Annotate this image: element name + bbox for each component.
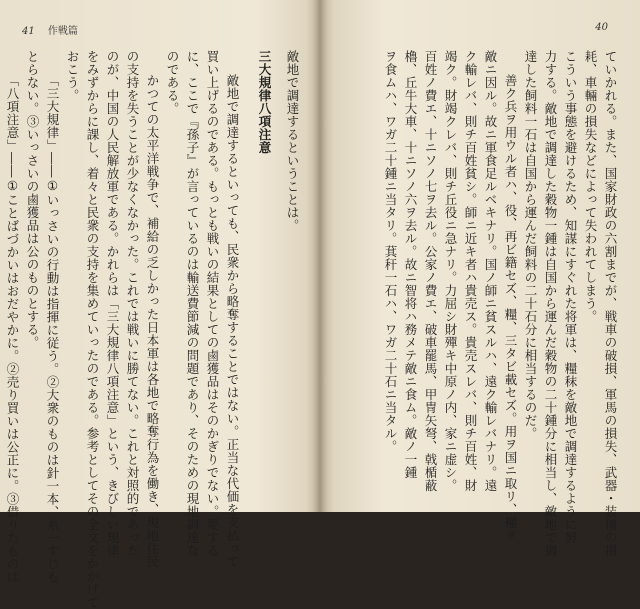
page-number-right: 40 [595,22,608,33]
text-line: 敵地で調達するといっても、民衆から略奪することではない。正当な代価を支払って [225,74,240,568]
classical-text-line: 善ク兵ヲ用ウル者ハ、役、再ビ籍セズ、糧、三タビ載セズ。用ヲ国ニ取リ、糧ヲ [503,74,518,542]
page-number-left: 41 [22,26,35,37]
classical-text-line: ヲ食ムハ、ワガ二十鍾ニ当タリ。萁秆一石ハ、ワガ二十石ニ当タル。 [383,50,398,453]
text-line: 「八項注意」――①ことばづかいはおだやかに。②売り買いは公正に。③借りたものは [5,74,20,584]
classical-text-line: 竭ク。財竭クレバ、則チ丘役ニ急ナリ。力屈シ財殫キ中原ノ内、家ニ虚シ。 [443,50,458,492]
text-line: 達した飼料一石は自国から運んだ飼料の二十石分に相当するのだ。 [523,50,538,440]
text-line: 耗、車輛の損失などによって失われてしまう。 [583,50,598,323]
text-line: 敵地で調達するということは。 [285,50,300,232]
text-line: 力する。敵地で調達した穀物一鍾は自国から運んだ穀物の二十鍾分に相当し、敵地で調 [543,50,558,557]
text-line: に、ここで『孫子』が言っているのは輸送費節減の問題であり、そのための現地調達な [185,50,200,557]
left-page-header [22,22,78,37]
text-line: おこう。 [65,50,80,102]
text-line: 「三大規律」――①いっさいの行動は指揮に従う。②大衆のものは針一本、糸一すじも [45,74,60,584]
classical-text-line: 百姓ノ費エ、十ニソノ七ヲ去ル。公家ノ費エ、破車罷馬、甲冑矢弩、戟楯蔽 [423,50,438,492]
right-page-header [595,22,618,33]
text-line: のである。 [165,50,180,115]
text-line: をみずからに課し、着々と民衆の支持を集めていったのである。参考としてその全文をかかげて [85,50,100,609]
classical-text-line: 櫓、丘牛大車、十ニソノ六ヲ去ル。故ニ智将ハ務メテ敵ニ食ム。敵ノ一鍾 [403,50,418,479]
text-line: こういう事態を避けるため、知謀にすぐれた将軍は、糧秣を敵地で調達するように努 [563,50,578,544]
left-page [0,0,318,609]
text-line: のが、中国の人民解放軍である。かれらは「三大規律八項注意」という、きびしい規律 [105,50,120,557]
running-title: 作戦篇 [47,26,78,37]
section-heading: 三大規律八項注意 [257,50,272,154]
right-page [322,0,640,557]
left-page-body [5,50,302,609]
text-line: の支持を失うことが少なくなかった。これでは戦いに勝てない。これと対照的であった [125,50,140,557]
classical-text-line: ク輸レバ、則チ百姓貧シ。師ニ近キ者ハ貴売ス。貴売スレバ、則チ百姓、財 [463,50,478,492]
text-line: とらない。③いっさいの鹵獲品は公のものとする。 [25,50,40,349]
text-line: かつての太平洋戦争で、補給の乏しかった日本軍は各地で略奪行為を働き、現地住民 [145,74,160,568]
text-line: ていかれる。また、国家財政の六割までが、戦車の破損、軍馬の損失、武器・装備の損 [603,50,618,557]
text-line: 買い上げるのである。もっとも戦いの結果としての鹵獲品はそのかぎりでない。要する [205,50,220,557]
text-line [0,50,2,490]
right-page-body [340,50,620,557]
classical-text-line: 敵ニ因ル。故ニ軍食足ルベキナリ。国ノ師ニ貧スルハ、遠ク輸レバナリ。遠 [483,50,498,492]
